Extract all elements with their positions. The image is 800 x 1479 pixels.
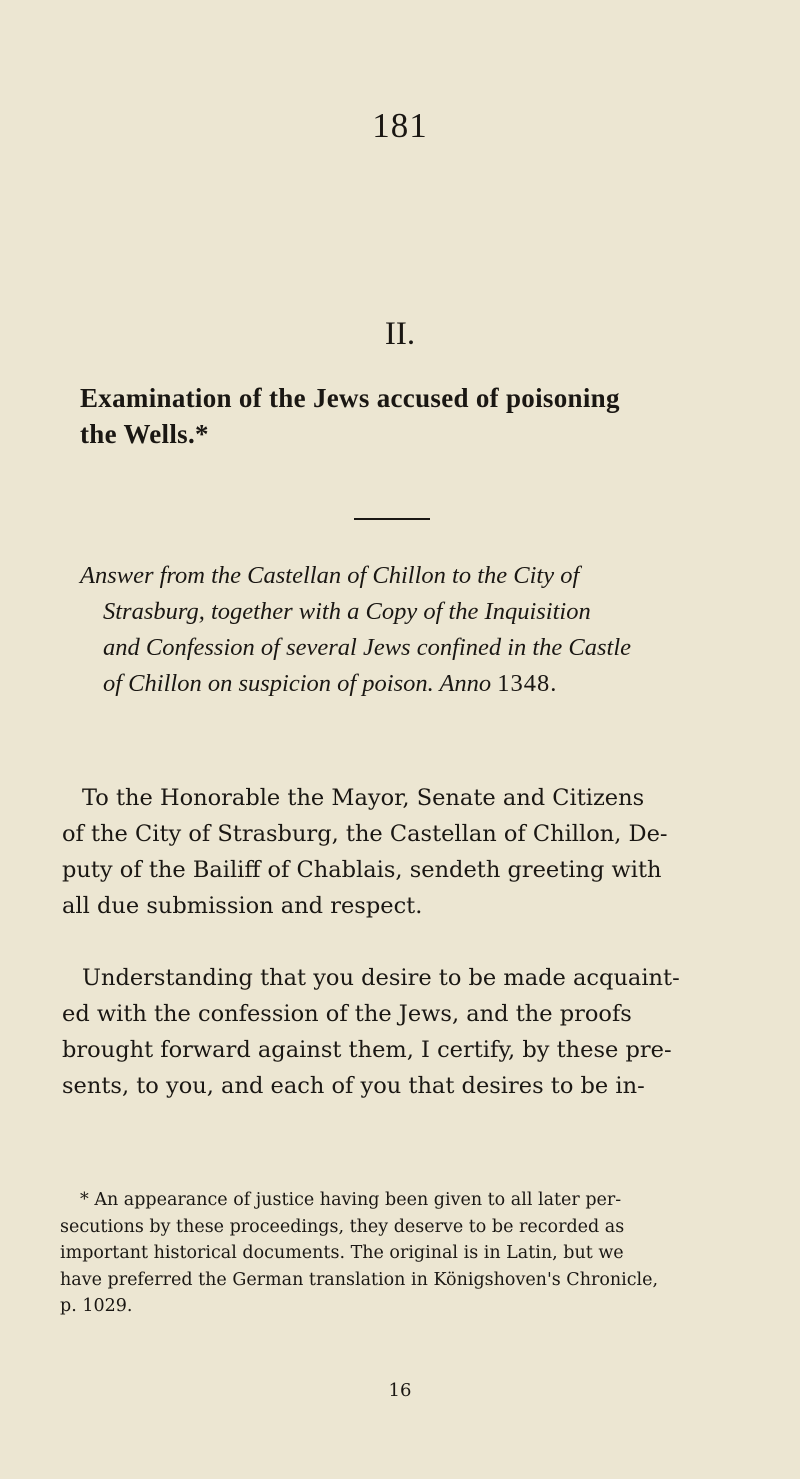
subtitle-line xyxy=(80,666,730,702)
subtitle-line: Answer from the Castellan of Chillon to the City of xyxy=(80,562,580,589)
subtitle-line-text: of Chillon on suspicion of poison. Anno xyxy=(103,670,492,697)
page-number: 181 xyxy=(372,106,428,145)
paragraph-salutation xyxy=(62,780,742,924)
paragraph-line: To the Honorable the Mayor, Senate and Citizens xyxy=(82,785,645,811)
footnote xyxy=(60,1187,750,1320)
subtitle-year: 1348. xyxy=(497,670,558,697)
paragraph-line: brought forward against them, I certify, by these pre- xyxy=(62,1037,672,1063)
subtitle xyxy=(80,558,730,702)
paragraph-line: sents, to you, and each of you that desires to be in- xyxy=(62,1073,645,1099)
section-numeral: II. xyxy=(384,316,416,352)
paragraph-line: puty of the Bailiff of Chablais, sendeth greeting with xyxy=(62,857,662,883)
blackletter-title xyxy=(80,380,740,452)
title-line: Examination of the Jews accused of poisoning xyxy=(80,383,620,413)
signature-mark: 16 xyxy=(388,1380,412,1401)
footnote-line: have preferred the German translation in Königshoven's Chronicle, xyxy=(60,1269,659,1290)
paragraph-line: Understanding that you desire to be made acquaint- xyxy=(82,965,680,991)
title-line: the Wells.* xyxy=(80,419,209,449)
subtitle-line: and Confession of several Jews confined in the Castle xyxy=(103,634,632,661)
footnote-line: * An appearance of justice having been given to all later per- xyxy=(80,1190,622,1210)
title-divider xyxy=(354,518,430,520)
paragraph-line: ed with the confession of the Jews, and the proofs xyxy=(62,1001,632,1027)
footnote-line: secutions by these proceedings, they deserve to be recorded as xyxy=(60,1216,625,1237)
footnote-line: p. 1029. xyxy=(60,1296,133,1316)
paragraph-understanding xyxy=(62,960,742,1104)
footnote-line: important historical documents. The original is in Latin, but we xyxy=(60,1243,624,1263)
paragraph-line: of the City of Strasburg, the Castellan of Chillon, De- xyxy=(62,821,668,847)
subtitle-line: Strasburg, together with a Copy of the Inquisition xyxy=(103,598,591,625)
paragraph-line: all due submission and respect. xyxy=(62,893,423,919)
